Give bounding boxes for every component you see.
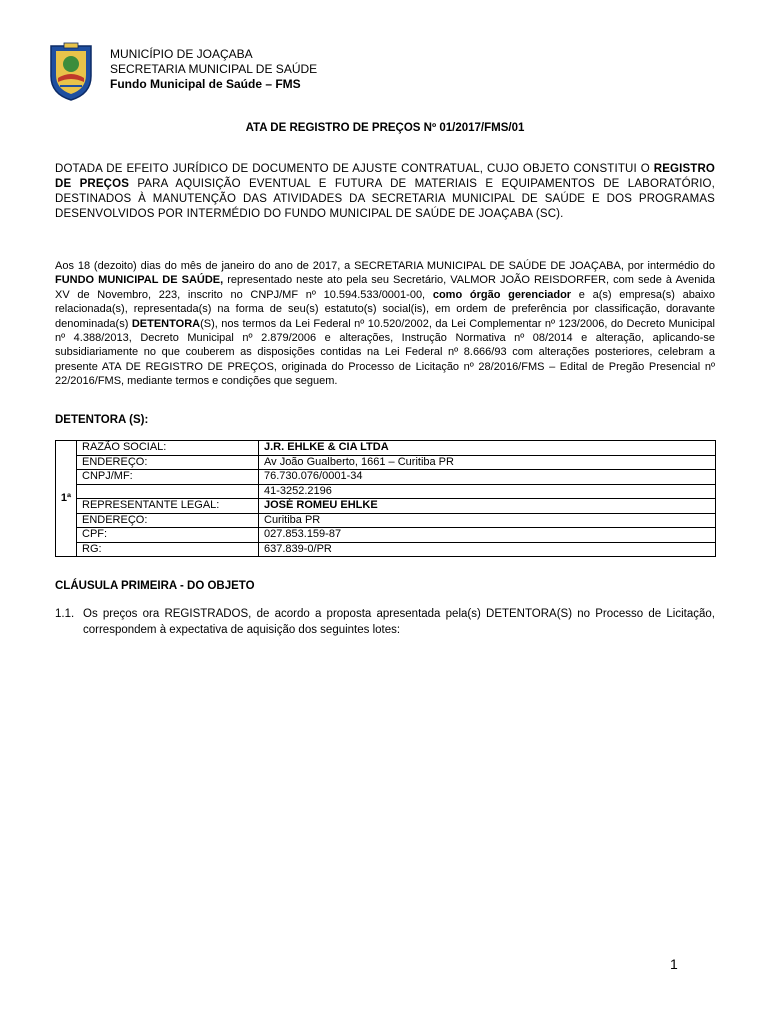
municipal-crest-icon xyxy=(48,42,94,102)
body-bold-3: DETENTORA xyxy=(131,317,201,330)
preamble-paragraph xyxy=(55,162,715,222)
letterhead-text xyxy=(110,47,317,92)
row-value: JOSÉ ROMEU EHLKE xyxy=(259,499,716,514)
row-value: Av João Gualberto, 1661 – Curitiba PR xyxy=(259,455,716,470)
clause-number: 1.1. xyxy=(55,608,75,620)
detentora-table xyxy=(55,440,716,557)
letterhead xyxy=(48,42,728,104)
row-label: ENDEREÇO: xyxy=(77,455,259,470)
clause-text: Os preços ora REGISTRADOS, de acordo a proposta apresentada pela(s) DETENTORA(S) no Processo de Licitação, correspondem à expectativa de aquisição dos seguintes lotes: xyxy=(83,608,715,636)
table-row xyxy=(56,513,716,528)
row-label: ENDEREÇO: xyxy=(77,513,259,528)
table-row xyxy=(56,470,716,485)
body-bold-1: FUNDO MUNICIPAL DE SAÚDE, xyxy=(55,274,224,287)
row-label: RAZÃO SOCIAL: xyxy=(77,441,259,456)
body-text-3: e a(s) empresa(s) abaixo relacionada(s), representada(s) na forma de seu(s) estatuto(s) social(is), em ordem de preferência por classificação, doravante denominada(s) xyxy=(55,288,715,330)
detentora-heading: DETENTORA (S): xyxy=(55,414,149,426)
document-title: ATA DE REGISTRO DE PREÇOS Nº 01/2017/FMS/01 xyxy=(245,122,525,134)
row-value: 41-3252.2196 xyxy=(259,484,716,499)
table-row xyxy=(56,542,716,557)
body-bold-2: como órgão gerenciador xyxy=(432,288,572,301)
table-row xyxy=(56,455,716,470)
row-value: 76.730.076/0001-34 xyxy=(259,470,716,485)
row-value: 637.839-0/PR xyxy=(259,542,716,557)
table-row xyxy=(56,441,716,456)
secretariat-name: SECRETARIA MUNICIPAL DE SAÚDE xyxy=(110,62,318,76)
clause-item-1-1 xyxy=(55,606,715,638)
page-number: 1 xyxy=(670,956,678,972)
preamble-text-2: PARA AQUISIÇÃO EVENTUAL E FUTURA DE MATERIAIS E EQUIPAMENTOS DE LABORATÓRIO, DESTINADOS À MANUTENÇÃO DAS ATIVIDADES DA SECRETARIA MUNICIPAL DE SAÚDE E DOS PROGRAMAS DESENVOLVIDOS POR INTERMÉDIO DO FUNDO MUNICIPAL DE SAÚDE DE JOAÇABA (SC). xyxy=(55,178,716,220)
fund-name: Fundo Municipal de Saúde – FMS xyxy=(110,77,301,91)
row-label: CNPJ/MF: xyxy=(77,470,259,485)
row-label: CPF: xyxy=(77,528,259,543)
body-text-1: Aos 18 (dezoito) dias do mês de janeiro do ano de 2017, a SECRETARIA MUNICIPAL DE SAÚDE DE JOAÇABA, por intermédio do xyxy=(55,260,715,272)
body-text-2: representado neste ato pela seu Secretário, VALMOR JOÃO REISDORFER, com sede à Avenida XV de Novembro, 223, inscrito no CNPJ/MF nº 10.594.533/0001-00, xyxy=(55,274,715,301)
table-row xyxy=(56,484,716,499)
row-label: REPRESENTANTE LEGAL: xyxy=(77,499,259,514)
row-value: Curitiba PR xyxy=(259,513,716,528)
preamble-text-1: DOTADA DE EFEITO JURÍDICO DE DOCUMENTO DE AJUSTE CONTRATUAL, CUJO OBJETO CONSTITUI O xyxy=(55,163,654,175)
row-label: RG: xyxy=(77,542,259,557)
municipality-name: MUNICÍPIO DE JOAÇABA xyxy=(110,47,253,61)
preamble-bold-1: REGISTRO DE PREÇOS xyxy=(55,163,715,190)
row-value: 027.853.159-87 xyxy=(259,528,716,543)
detentora-order: 1ª xyxy=(56,441,77,557)
row-value: J.R. EHLKE & CIA LTDA xyxy=(259,441,716,456)
row-label xyxy=(77,484,259,499)
table-row xyxy=(56,499,716,514)
body-text-4: (S), nos termos da Lei Federal nº 10.520/2002, da Lei Complementar nº 123/2006, do Decreto Municipal nº 4.388/2013, Decreto Municipal nº 2.879/2006 e alterações, Instrução Normativa nº 08/2014 e alteração, aplicando-se subsidiariamente no que couberem as disposições contidas na Lei Federal nº 8.666/93 com alterações posteriores, celebram a presente ATA DE REGISTRO DE PREÇOS, originada do Processo de Licitação nº 28/2016/FMS – Edital de Pregão Presencial nº 22/2016/FMS, mediante termos e condições que seguem. xyxy=(55,317,715,388)
clausula-heading: CLÁUSULA PRIMEIRA - DO OBJETO xyxy=(55,580,255,592)
table-row xyxy=(56,528,716,543)
body-paragraph xyxy=(55,259,715,389)
